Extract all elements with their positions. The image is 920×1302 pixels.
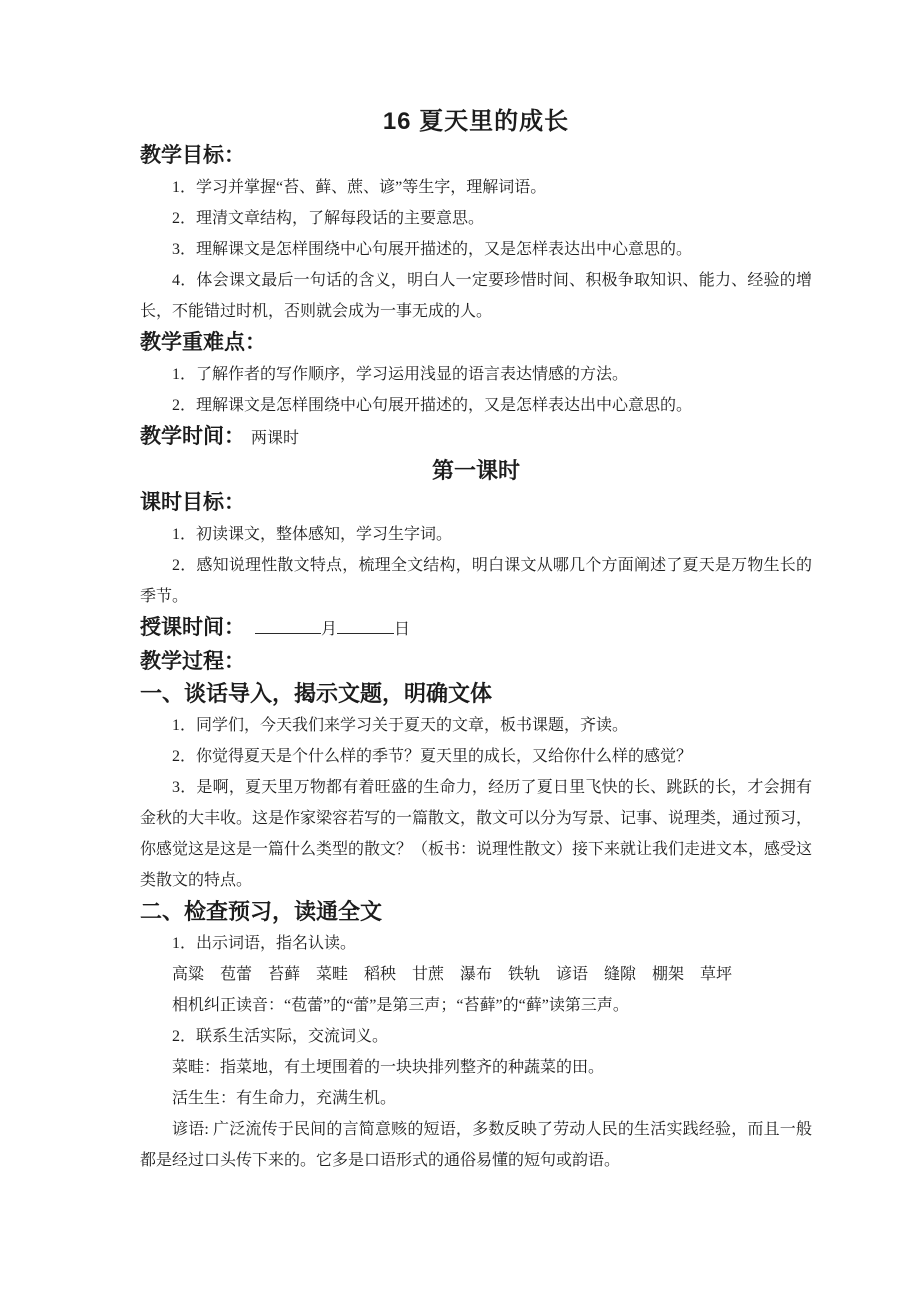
word-definition: 谚语: 广泛流传于民间的言简意赅的短语，多数反映了劳动人民的生活实践经验，而且一般都是经过口头传下来的。它多是口语形式的通俗易懂的短句或韵语。 <box>140 1121 812 1169</box>
day-label: 日 <box>394 621 411 638</box>
part1-heading: 一、谈话导入，揭示文题，明确文体 <box>140 681 493 706</box>
objective-item: 2．理清文章结构，了解每段话的主要意思。 <box>172 210 485 227</box>
section-heading-lesson-goals: 课时目标： <box>140 491 245 514</box>
month-blank-line <box>255 620 321 634</box>
word-definition: 菜畦：指菜地，有土埂围着的一块块排列整齐的种蔬菜的田。 <box>172 1059 605 1076</box>
part1-item: 3．是啊，夏天里万物都有着旺盛的生命力，经历了夏日里飞快的长、跳跃的长，才会拥有金秋的大丰收。这是作家梁容若写的一篇散文，散文可以分为写景、记事、说理类，通过预习，你感觉这是这是一篇什么类型的散文？（板书：说理性散文）接下来就让我们走进文本，感受这类散文的特点。 <box>140 779 813 889</box>
section-heading-key-points: 教学重难点： <box>140 331 266 354</box>
part1-item: 2．你觉得夏天是个什么样的季节？夏天里的成长，又给你什么样的感觉？ <box>172 748 693 765</box>
objective-item: 3．理解课文是怎样围绕中心句展开描述的，又是怎样表达出中心意思的。 <box>172 241 693 258</box>
class-time-row <box>140 612 812 646</box>
section-heading-process: 教学过程： <box>140 650 245 673</box>
teaching-time-value: 两课时 <box>251 430 300 447</box>
part2-item: 2．联系生活实际，交流词义。 <box>172 1028 389 1045</box>
doc-title: 16 夏天里的成长 <box>382 108 570 135</box>
word-definition: 活生生：有生命力，充满生机。 <box>172 1090 397 1107</box>
day-blank-line <box>337 620 394 634</box>
key-point-item: 2．理解课文是怎样围绕中心句展开描述的，又是怎样表达出中心意思的。 <box>172 397 693 414</box>
class-time-heading: 授课时间： <box>140 616 245 639</box>
objective-item: 4．体会课文最后一句话的含义，明白人一定要珍惜时间、积极争取知识、能力、经验的增长，不能错过时机，否则就会成为一事无成的人。 <box>140 272 812 320</box>
month-label: 月 <box>321 621 338 638</box>
section-heading-objectives: 教学目标： <box>140 144 245 167</box>
objective-item: 1．学习并掌握“苔、藓、蔗、谚”等生字，理解词语。 <box>172 179 547 196</box>
pronunciation-note: 相机纠正读音：“苞蕾”的“蕾”是第三声；“苔藓”的“藓”读第三声。 <box>172 997 629 1014</box>
lesson1-title: 第一课时 <box>431 458 520 483</box>
lesson-goal-item: 2．感知说理性散文特点，梳理全文结构，明白课文从哪几个方面阐述了夏天是万物生长的季节。 <box>140 557 812 605</box>
key-point-item: 1．了解作者的写作顺序，学习运用浅显的语言表达情感的方法。 <box>172 366 629 383</box>
part2-heading: 二、检查预习，读通全文 <box>140 899 383 924</box>
teaching-time-heading: 教学时间： <box>140 425 245 448</box>
teaching-time-row <box>140 421 812 455</box>
lesson-goal-item: 1．初读课文，整体感知，学习生字词。 <box>172 526 453 543</box>
part1-item: 1．同学们，今天我们来学习关于夏天的文章，板书课题，齐读。 <box>172 717 629 734</box>
word-list-line: 高粱 苞蕾 苔藓 菜畦 稻秧 甘蔗 瀑布 铁轨 谚语 缝隙 棚架 草坪 <box>172 966 733 983</box>
part2-item: 1．出示词语，指名认读。 <box>172 935 357 952</box>
